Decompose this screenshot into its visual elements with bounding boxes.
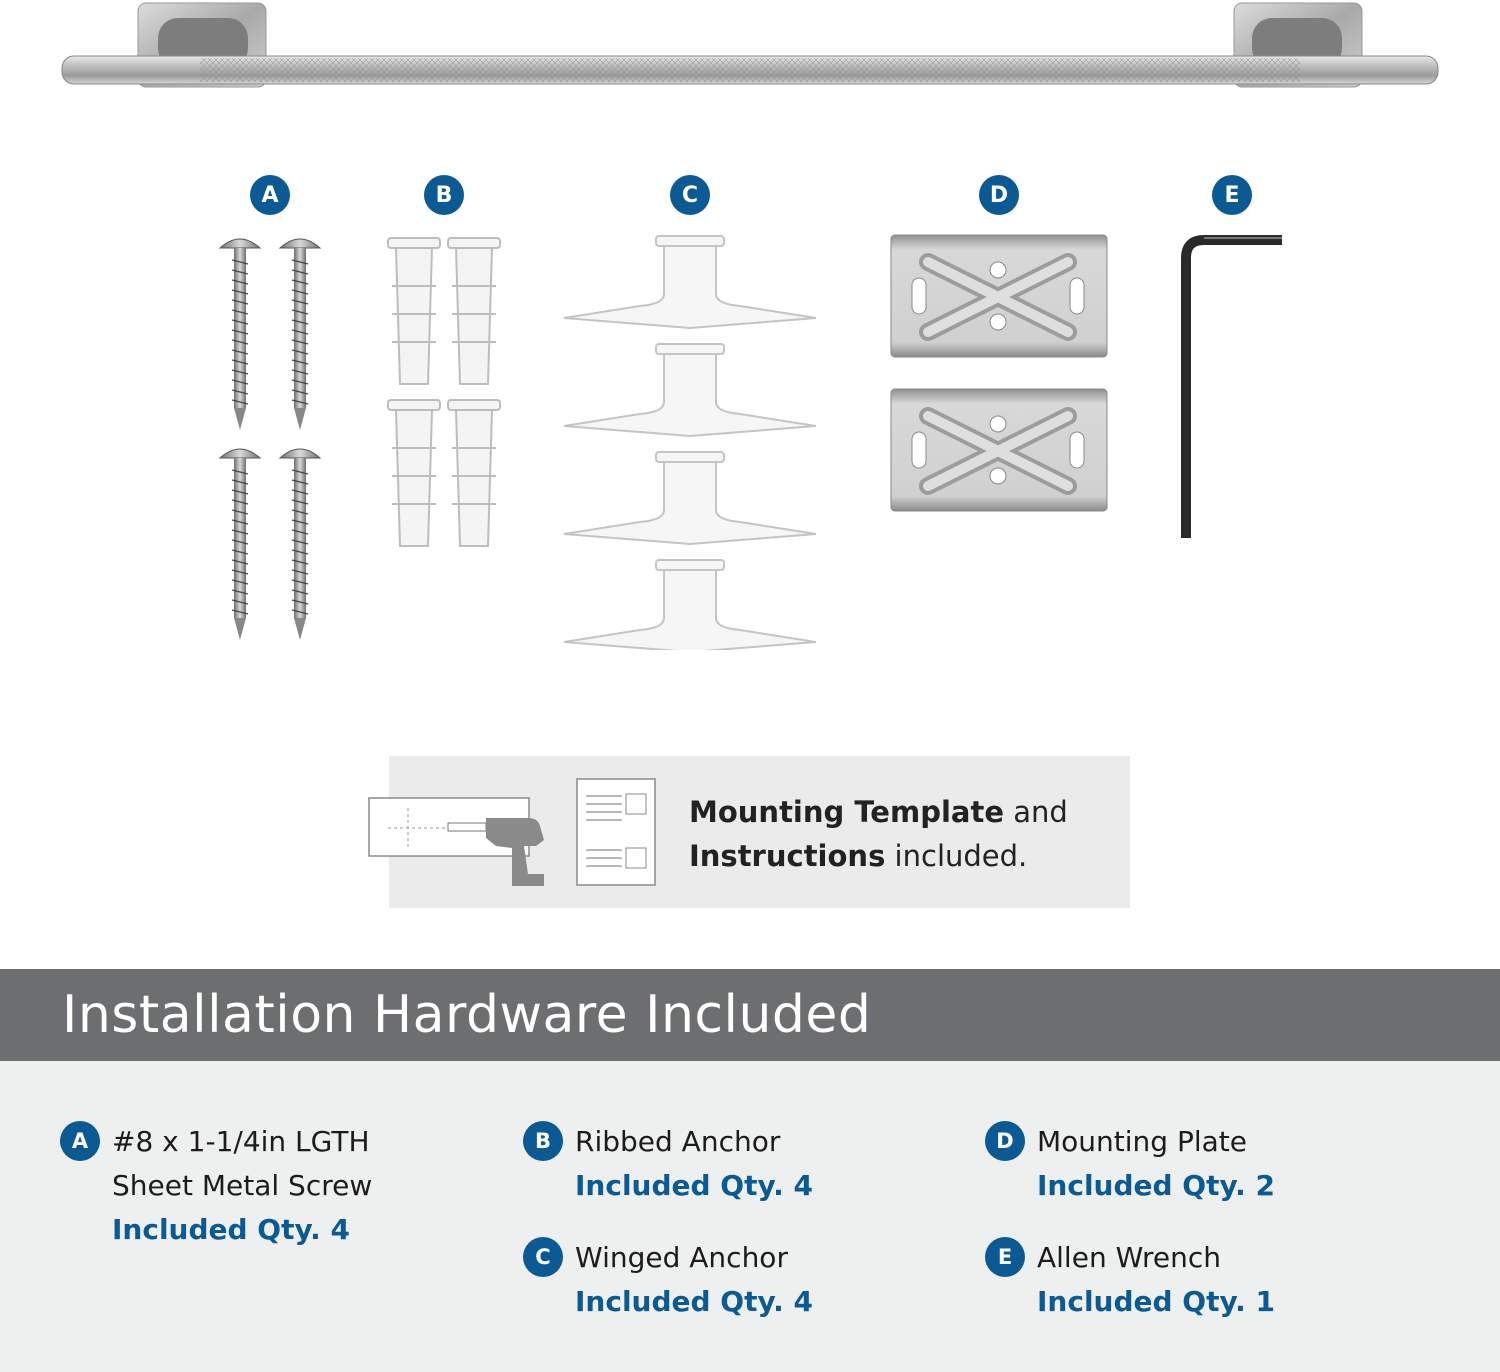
legend-label-a-line1: #8 x 1-1/4in LGTH (112, 1125, 370, 1158)
legend-badge-e: E (985, 1237, 1025, 1277)
legend-qty-e: Included Qty. 1 (1037, 1285, 1276, 1318)
legend-badge-a: A (60, 1121, 100, 1161)
part-badge-d: D (979, 175, 1019, 215)
legend-label-a-line2: Sheet Metal Screw (112, 1169, 373, 1202)
part-badge-c: C (670, 175, 710, 215)
instructions-document-icon (576, 778, 656, 886)
legend-qty-c: Included Qty. 4 (575, 1285, 814, 1318)
mounting-plate-icon (888, 232, 1112, 516)
template-bold-1: Mounting Template (689, 795, 1004, 829)
legend-badge-c: C (523, 1237, 563, 1277)
legend-qty-d: Included Qty. 2 (1037, 1169, 1276, 1202)
screw-icon (210, 230, 330, 650)
legend-badge-b: B (523, 1121, 563, 1161)
part-badge-e: E (1212, 175, 1252, 215)
part-badge-b: B (424, 175, 464, 215)
allen-wrench-icon (1174, 230, 1288, 544)
legend-label-d: Mounting Plate (1037, 1125, 1247, 1158)
part-badge-a: A (250, 175, 290, 215)
template-bold-2: Instructions (689, 839, 886, 873)
legend-qty-a: Included Qty. 4 (112, 1213, 351, 1246)
legend-badge-d: D (985, 1121, 1025, 1161)
drill-icon (368, 796, 552, 888)
section-title: Installation Hardware Included (62, 985, 872, 1045)
legend-label-c: Winged Anchor (575, 1241, 788, 1274)
winged-anchor-icon (560, 234, 820, 650)
legend-qty-b: Included Qty. 4 (575, 1169, 814, 1202)
template-normal-1: and (1004, 795, 1068, 829)
template-caption (689, 790, 1109, 878)
ribbed-anchor-icon (384, 236, 504, 548)
template-normal-2: included. (885, 839, 1028, 873)
towel-bar-image (0, 0, 1500, 100)
legend-label-e: Allen Wrench (1037, 1241, 1222, 1274)
legend-label-b: Ribbed Anchor (575, 1125, 781, 1158)
